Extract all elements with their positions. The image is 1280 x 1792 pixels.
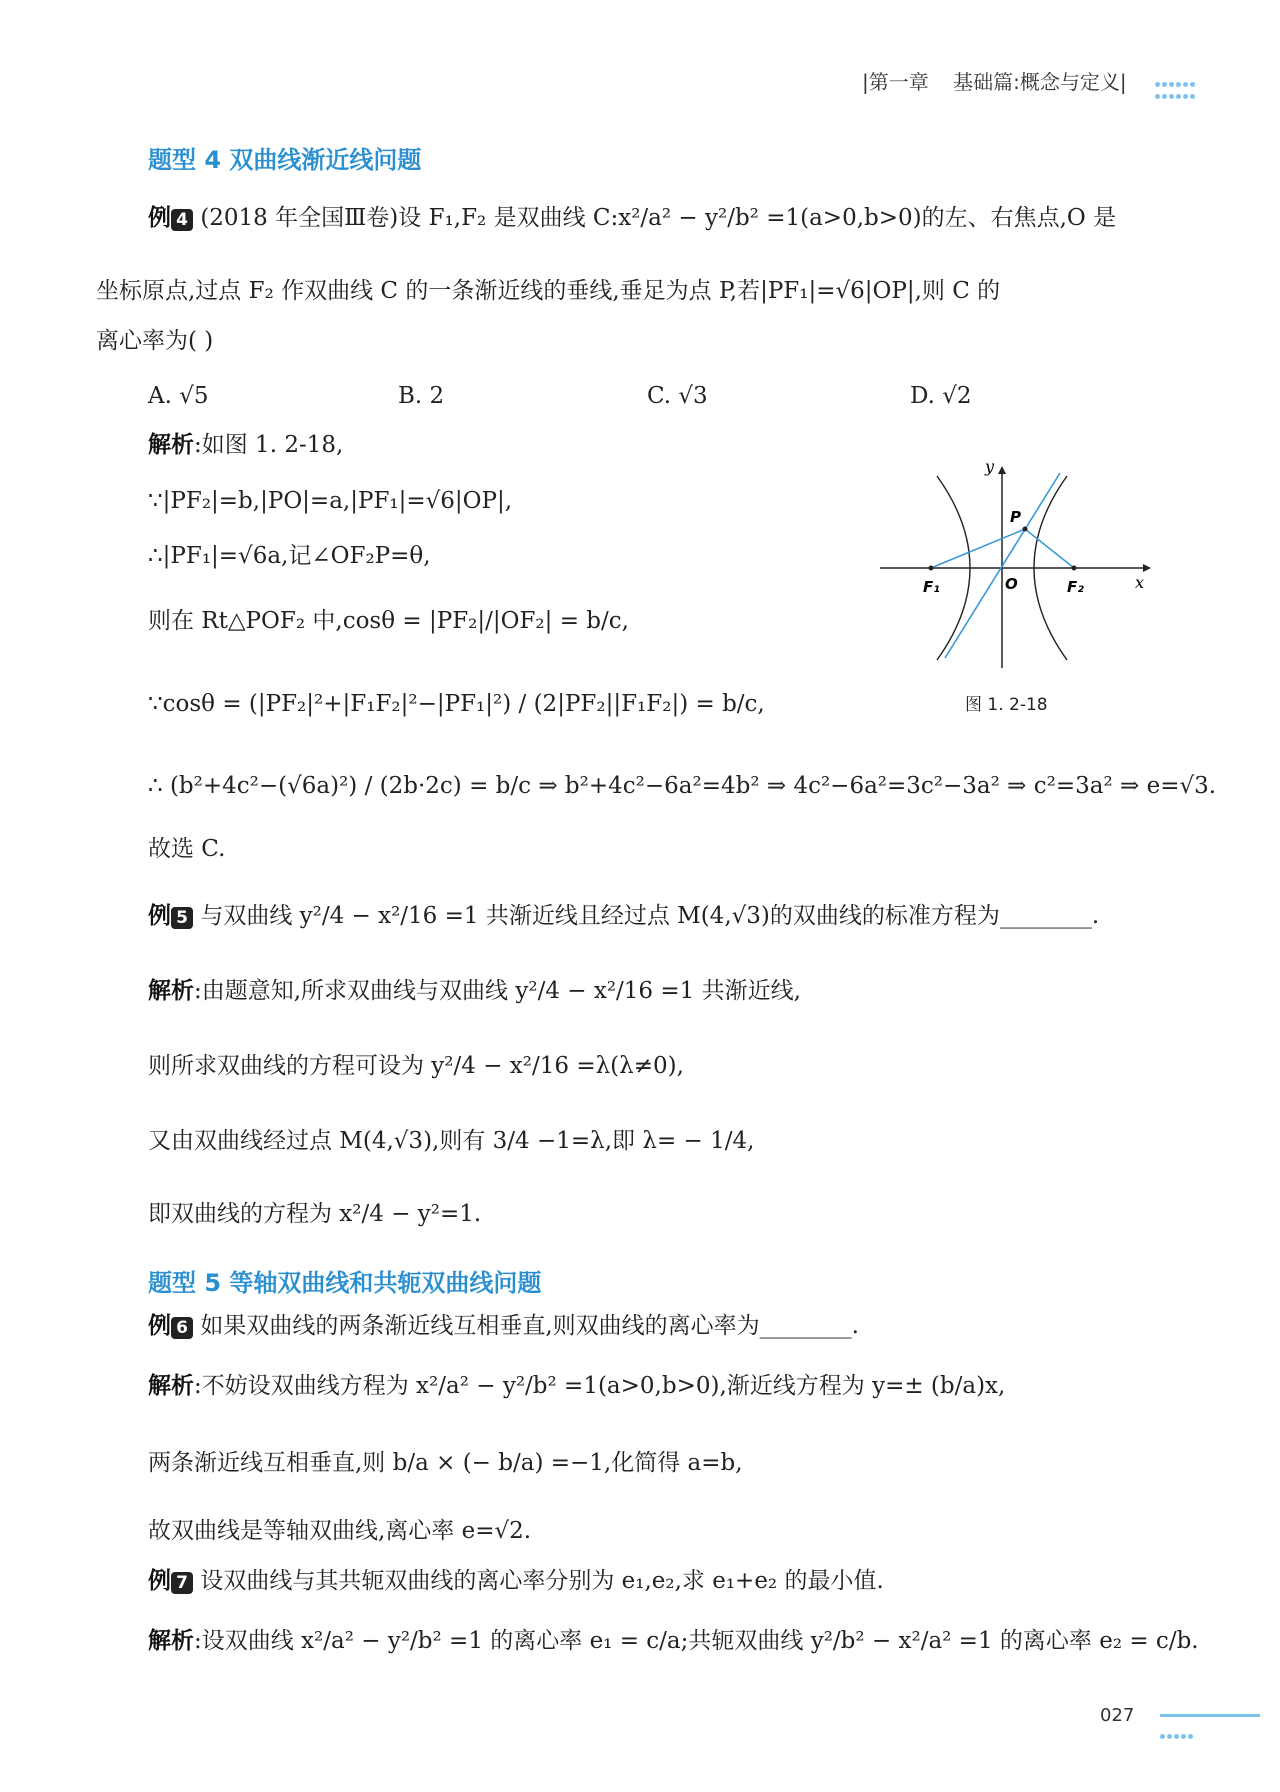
label-O: O bbox=[1005, 575, 1018, 593]
figure-hyperbola bbox=[875, 458, 1155, 673]
solution-4-line6: ∴ (b²+4c²−(√6a)²) / (2b·2c) = b/c ⇒ b²+4c²−6a²=4b² ⇒ 4c²−6a²=3c²−3a² ⇒ c²=3a² ⇒ e=√3. bbox=[148, 773, 1217, 799]
solution-label: 解析 bbox=[148, 978, 194, 1004]
solution-6-text1: :不妨设双曲线方程为 x²/a² − y²/b² =1(a>0,b>0),渐近线方程为 y=± (b/a)x, bbox=[194, 1373, 1006, 1399]
solution-4-line2: ∵|PF₂|=b,|PO|=a,|PF₁|=√6|OP|, bbox=[148, 488, 513, 514]
solution-5-text1: :由题意知,所求双曲线与双曲线 y²/4 − x²/16 =1 共渐近线, bbox=[194, 978, 801, 1004]
y-axis-arrow bbox=[998, 466, 1006, 474]
option-b: B. 2 bbox=[398, 383, 445, 409]
x-axis-arrow bbox=[1143, 564, 1151, 572]
header-section: 基础篇:概念与定义| bbox=[953, 70, 1127, 94]
example-4-line1 bbox=[148, 207, 1116, 231]
example-label: 例 bbox=[148, 1568, 171, 1594]
example-6-line bbox=[148, 1315, 859, 1339]
label-y: y bbox=[985, 458, 995, 476]
solution-4-line5: ∵cosθ = (|PF₂|²+|F₁F₂|²−|PF₁|²) / (2|PF₂||F₁F₂|) = b/c, bbox=[148, 691, 765, 717]
solution-7-line1 bbox=[148, 1630, 1199, 1653]
example-label: 例 bbox=[148, 903, 171, 929]
figure-caption: 图 1. 2-18 bbox=[965, 695, 1048, 715]
point-F1 bbox=[929, 566, 934, 571]
example-number-7: 7 bbox=[171, 1572, 193, 1594]
header-chapter: |第一章 bbox=[862, 70, 929, 94]
example-number-5: 5 bbox=[171, 907, 193, 929]
example-4-line3: 离心率为( ) bbox=[96, 328, 214, 354]
header-dots-2 bbox=[1155, 84, 1197, 103]
example-label: 例 bbox=[148, 205, 171, 231]
example-6-text: 如果双曲线的两条渐近线互相垂直,则双曲线的离心率为________. bbox=[200, 1313, 859, 1339]
example-label: 例 bbox=[148, 1313, 171, 1339]
label-x: x bbox=[1135, 573, 1145, 592]
solution-label: 解析 bbox=[148, 432, 194, 458]
solution-4-line3: ∴|PF₁|=√6a,记∠OF₂P=θ, bbox=[148, 543, 431, 569]
example-4-text1: (2018 年全国Ⅲ卷)设 F₁,F₂ 是双曲线 C:x²/a² − y²/b² =1(a>0,b>0)的左、右焦点,O 是 bbox=[200, 205, 1117, 231]
example-7-text: 设双曲线与其共轭双曲线的离心率分别为 e₁,e₂,求 e₁+e₂ 的最小值. bbox=[200, 1568, 884, 1594]
section-title-type4: 题型 4 双曲线渐近线问题 bbox=[148, 146, 422, 174]
running-header bbox=[862, 66, 1127, 95]
solution-6-line3: 故双曲线是等轴双曲线,离心率 e=√2. bbox=[148, 1518, 532, 1544]
solution-5-line4: 即双曲线的方程为 x²/4 − y²=1. bbox=[148, 1201, 482, 1227]
page-number: 027 bbox=[1100, 1705, 1135, 1726]
example-4-line2: 坐标原点,过点 F₂ 作双曲线 C 的一条渐近线的垂线,垂足为点 P,若|PF₁|=√6|OP|,则 C 的 bbox=[96, 278, 1001, 304]
solution-7-text1: :设双曲线 x²/a² − y²/b² =1 的离心率 e₁ = c/a;共轭双曲线 y²/b² − x²/a² =1 的离心率 e₂ = c/b. bbox=[194, 1628, 1199, 1654]
option-c: C. √3 bbox=[647, 383, 708, 409]
example-5-text: 与双曲线 y²/4 − x²/16 =1 共渐近线且经过点 M(4,√3)的双曲线的标准方程为________. bbox=[200, 903, 1100, 929]
segment-PF1 bbox=[931, 529, 1025, 568]
solution-5-line3: 又由双曲线经过点 M(4,√3),则有 3/4 −1=λ,即 λ= − 1/4, bbox=[148, 1128, 755, 1154]
solution-5-line1 bbox=[148, 980, 801, 1003]
example-7-line bbox=[148, 1570, 884, 1594]
segment-PF2 bbox=[1025, 529, 1074, 568]
point-F2 bbox=[1072, 566, 1077, 571]
example-number-6: 6 bbox=[171, 1317, 193, 1339]
option-a: A. √5 bbox=[148, 383, 209, 409]
example-5-line bbox=[148, 905, 1099, 929]
solution-label: 解析 bbox=[148, 1628, 194, 1654]
solution-label: 解析 bbox=[148, 1373, 194, 1399]
label-F1: F₁ bbox=[923, 578, 940, 596]
footer-dots bbox=[1160, 1724, 1195, 1743]
solution-4-line4: 则在 Rt△POF₂ 中,cosθ = |PF₂|/|OF₂| = b/c, bbox=[148, 608, 629, 634]
footer-rule bbox=[1160, 1714, 1260, 1717]
section-title-type5: 题型 5 等轴双曲线和共轭双曲线问题 bbox=[148, 1269, 542, 1297]
label-F2: F₂ bbox=[1067, 578, 1084, 596]
solution-4-line1 bbox=[148, 434, 343, 457]
solution-5-line2: 则所求双曲线的方程可设为 y²/4 − x²/16 =λ(λ≠0), bbox=[148, 1053, 684, 1079]
label-P: P bbox=[1010, 508, 1021, 526]
point-P bbox=[1023, 527, 1028, 532]
example-number-4: 4 bbox=[171, 209, 193, 231]
solution-6-line2: 两条渐近线互相垂直,则 b/a × (− b/a) =−1,化简得 a=b, bbox=[148, 1450, 743, 1476]
solution-6-line1 bbox=[148, 1375, 1005, 1398]
solution-4-text1: :如图 1. 2-18, bbox=[194, 432, 344, 458]
option-d: D. √2 bbox=[910, 383, 972, 409]
solution-4-line7: 故选 C. bbox=[148, 836, 226, 862]
